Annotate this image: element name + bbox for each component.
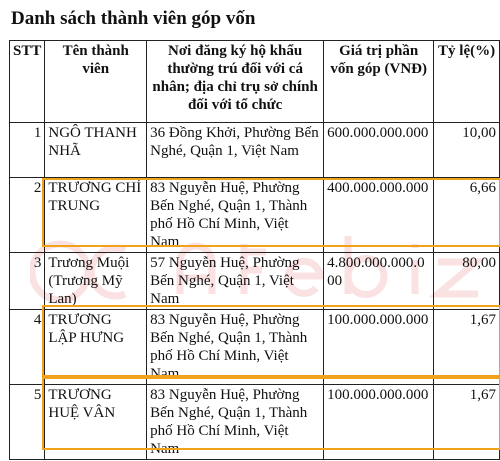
header-member-name: Tên thành viên [45, 41, 147, 123]
cell-ratio: 6,66 [434, 178, 500, 253]
table-row [10, 253, 500, 310]
members-table [9, 40, 500, 460]
cell-address: 83 Nguyễn Huệ, Phường Bến Nghé, Quận 1, Thành phố Hồ Chí Minh, Việt Nam [147, 385, 324, 460]
cell-member-name: TRƯƠNG HUỆ VÂN [45, 385, 147, 460]
cell-address: 83 Nguyễn Huệ, Phường Bến Nghé, Quận 1, Thành phố Hồ Chí Minh, Việt Nam [147, 178, 324, 253]
cell-ratio: 1,67 [434, 310, 500, 385]
document-title: Danh sách thành viên góp vốn [11, 8, 256, 29]
cell-member-name: Trương Muội (Trương Mỹ Lan) [45, 253, 147, 310]
cell-member-name: TRƯƠNG CHÍ TRUNG [45, 178, 147, 253]
header-stt: STT [10, 41, 45, 123]
table-header-row [10, 41, 500, 123]
table-row [10, 385, 500, 460]
cell-capital-value: 100.000.000.000 [324, 385, 434, 460]
cell-address: 83 Nguyễn Huệ, Phường Bến Nghé, Quận 1, Thành phố Hồ Chí Minh, Việt Nam [147, 310, 324, 385]
cell-capital-value: 400.000.000.000 [324, 178, 434, 253]
table-row [10, 123, 500, 178]
cell-ratio: 80,00 [434, 253, 500, 310]
header-capital-value: Giá trị phần vốn góp (VNĐ) [324, 41, 434, 123]
cell-member-name: NGÔ THANH NHÃ [45, 123, 147, 178]
cell-member-name: TRƯƠNG LẬP HƯNG [45, 310, 147, 385]
table-row [10, 310, 500, 385]
cell-address: 36 Đồng Khởi, Phường Bến Nghé, Quận 1, Việt Nam [147, 123, 324, 178]
header-address: Nơi đăng ký hộ khẩu thường trú đối với cá nhân; địa chỉ trụ sở chính đối với tổ chức [147, 41, 324, 123]
cell-ratio: 1,67 [434, 385, 500, 460]
cell-stt: 5 [10, 385, 45, 460]
table-row [10, 178, 500, 253]
cell-ratio: 10,00 [434, 123, 500, 178]
header-ratio: Tỷ lệ(%) [434, 41, 500, 123]
cell-address: 57 Nguyễn Huệ, Phường Bến Nghé, Quận 1, Việt Nam [147, 253, 324, 310]
cell-capital-value: 600.000.000.000 [324, 123, 434, 178]
cell-stt: 2 [10, 178, 45, 253]
cell-stt: 3 [10, 253, 45, 310]
cell-capital-value: 100.000.000.000 [324, 310, 434, 385]
cell-stt: 1 [10, 123, 45, 178]
cell-capital-value: 4.800.000.000.000 [324, 253, 434, 310]
cell-stt: 4 [10, 310, 45, 385]
